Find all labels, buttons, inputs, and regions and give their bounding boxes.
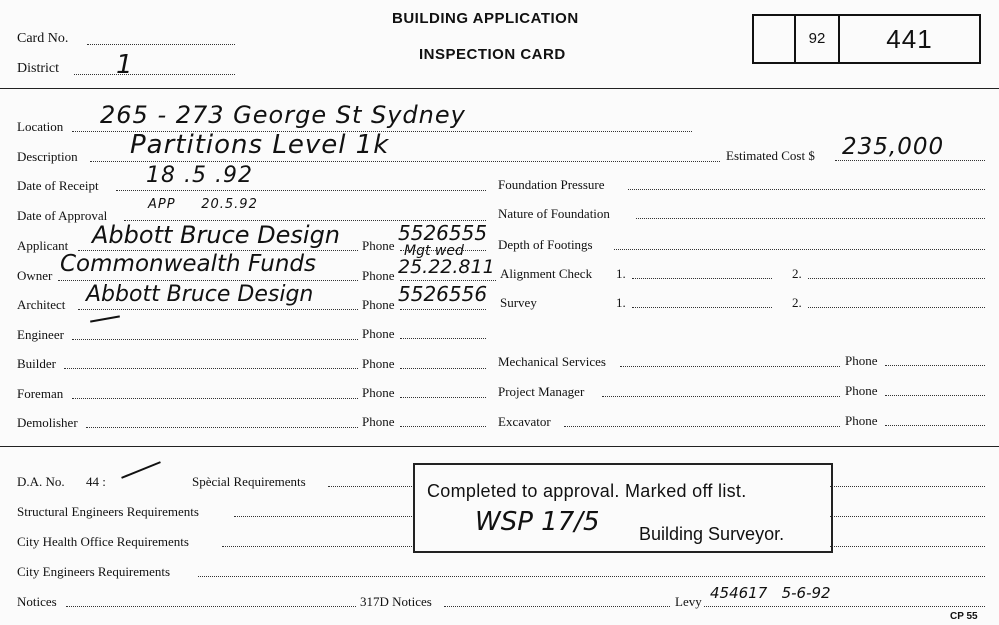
foreman-label: Foreman (17, 386, 64, 401)
estimated-cost-line (835, 160, 985, 161)
notices-label: Notices (17, 594, 57, 609)
applicant-value: Abbott Bruce Design (92, 221, 341, 249)
architect-phone-value: 5526556 (398, 282, 488, 306)
special-requirements-line (328, 486, 414, 487)
structural-engineers-label: Structural Engineers Requirements (17, 504, 199, 519)
description-line (90, 161, 720, 162)
stamp-completed-text: Completed to approval. Marked off list. (427, 481, 747, 501)
builder-label: Builder (17, 356, 56, 371)
district-value: 1 (116, 50, 134, 80)
city-engineers-line (198, 576, 985, 577)
foundation-pressure-line (628, 189, 985, 190)
owner-phone-label: Phone (362, 268, 395, 283)
special-requirements-line-right (830, 486, 985, 487)
engineer-phone-line (400, 338, 486, 339)
mechanical-services-line (620, 366, 840, 367)
description-label: Description (17, 149, 78, 164)
demolisher-line (86, 427, 358, 428)
district-label: District (17, 61, 59, 76)
alignment-check-1: 1. (616, 266, 626, 281)
description-value: Partitions Level 1k (130, 130, 390, 160)
levy-line (704, 606, 985, 607)
demolisher-label: Demolisher (17, 415, 78, 430)
depth-of-footings-line (614, 249, 985, 250)
estimated-cost-value: 235,000 (842, 134, 945, 160)
applicant-label: Applicant (17, 238, 69, 253)
estimated-cost-label: Estimated Cost $ (726, 148, 815, 163)
owner-line (58, 280, 358, 281)
levy-label: Levy (675, 594, 702, 609)
alignment-check-label: Alignment Check (500, 266, 593, 281)
location-value: 265 - 273 George St Sydney (100, 101, 466, 129)
engineer-dash-mark (90, 315, 120, 322)
architect-phone-line (400, 309, 486, 310)
card-number-value: 441 (886, 24, 933, 54)
demolisher-phone-label: Phone (362, 414, 395, 429)
card-no-line (87, 44, 235, 45)
owner-phone-value: 25.22.811 (398, 256, 495, 278)
foundation-pressure-label: Foundation Pressure (498, 177, 605, 192)
form-title-line2: INSPECTION CARD (419, 46, 566, 63)
card-number-box (752, 14, 981, 64)
alignment-check-2: 2. (792, 266, 802, 281)
demolisher-phone-line (400, 426, 486, 427)
owner-phone-note: Mgt wed (404, 243, 464, 259)
architect-value: Abbott Bruce Design (86, 282, 314, 307)
stamp-signature: WSP 17/5 (475, 507, 600, 537)
city-health-line-right (830, 546, 985, 547)
survey-1: 1. (616, 295, 626, 310)
builder-phone-label: Phone (362, 356, 395, 371)
city-health-label: City Health Office Requirements (17, 534, 189, 549)
owner-label: Owner (17, 268, 53, 283)
card-number-blank-cell (754, 16, 796, 62)
owner-value: Commonwealth Funds (60, 251, 316, 277)
engineer-line (72, 339, 358, 340)
notices-line (66, 606, 356, 607)
date-of-receipt-label: Date of Receipt (17, 178, 99, 193)
da-no-dash-mark (121, 461, 161, 479)
structural-engineers-line-right (830, 516, 985, 517)
city-engineers-label: City Engineers Requirements (17, 564, 171, 579)
da-no-value: 44 : (86, 474, 106, 489)
foreman-phone-label: Phone (362, 385, 395, 400)
project-manager-phone-label: Phone (845, 383, 878, 398)
approval-stamp (413, 463, 833, 553)
excavator-label: Excavator (498, 414, 551, 429)
excavator-phone-line (885, 425, 985, 426)
excavator-line (564, 426, 840, 427)
date-of-receipt-line (116, 190, 486, 191)
date-of-approval-label: Date of Approval (17, 208, 108, 223)
mechanical-services-label: Mechanical Services (498, 354, 606, 369)
engineer-label: Engineer (17, 327, 64, 342)
mechanical-services-phone-line (885, 365, 985, 366)
mechanical-services-phone-label: Phone (845, 353, 878, 368)
survey-1-line (632, 307, 772, 308)
date-of-receipt-value: 18 .5 .92 (146, 163, 253, 188)
header-divider (0, 88, 999, 89)
levy-value: 454617 5-6-92 (710, 584, 831, 602)
applicant-phone-label: Phone (362, 238, 395, 253)
date-of-approval-value: APP 20.5.92 (148, 197, 258, 212)
architect-label: Architect (17, 297, 66, 312)
engineer-phone-label: Phone (362, 326, 395, 341)
card-no-label: Card No. (17, 31, 69, 46)
builder-line (64, 368, 358, 369)
survey-label: Survey (500, 295, 537, 310)
excavator-phone-label: Phone (845, 413, 878, 428)
notices-317d-line (444, 606, 670, 607)
lower-divider (0, 446, 999, 447)
nature-of-foundation-line (636, 218, 985, 219)
stamp-building-surveyor: Building Surveyor. (639, 524, 785, 544)
location-label: Location (17, 119, 64, 134)
architect-line (78, 309, 358, 310)
architect-phone-label: Phone (362, 297, 395, 312)
project-manager-line (602, 396, 840, 397)
special-requirements-label: Spècial Requirements (192, 474, 306, 489)
survey-2-line (808, 307, 985, 308)
foreman-line (72, 398, 358, 399)
structural-engineers-line (234, 516, 414, 517)
city-health-line (222, 546, 414, 547)
nature-of-foundation-label: Nature of Foundation (498, 206, 610, 221)
builder-phone-line (400, 368, 486, 369)
form-title-line1: BUILDING APPLICATION (392, 10, 579, 27)
depth-of-footings-label: Depth of Footings (498, 237, 593, 252)
foreman-phone-line (400, 397, 486, 398)
district-line (74, 74, 235, 75)
alignment-check-1-line (632, 278, 772, 279)
project-manager-label: Project Manager (498, 384, 585, 399)
project-manager-phone-line (885, 395, 985, 396)
alignment-check-2-line (808, 278, 985, 279)
applicant-phone-value: 5526555 (398, 221, 488, 245)
da-no-label: D.A. No. (17, 474, 65, 489)
owner-phone-line (400, 280, 496, 281)
notices-317d-label: 317D Notices (360, 594, 432, 609)
form-code: CP 55 (950, 611, 978, 622)
card-number-year: 92 (796, 16, 840, 62)
survey-2: 2. (792, 295, 802, 310)
